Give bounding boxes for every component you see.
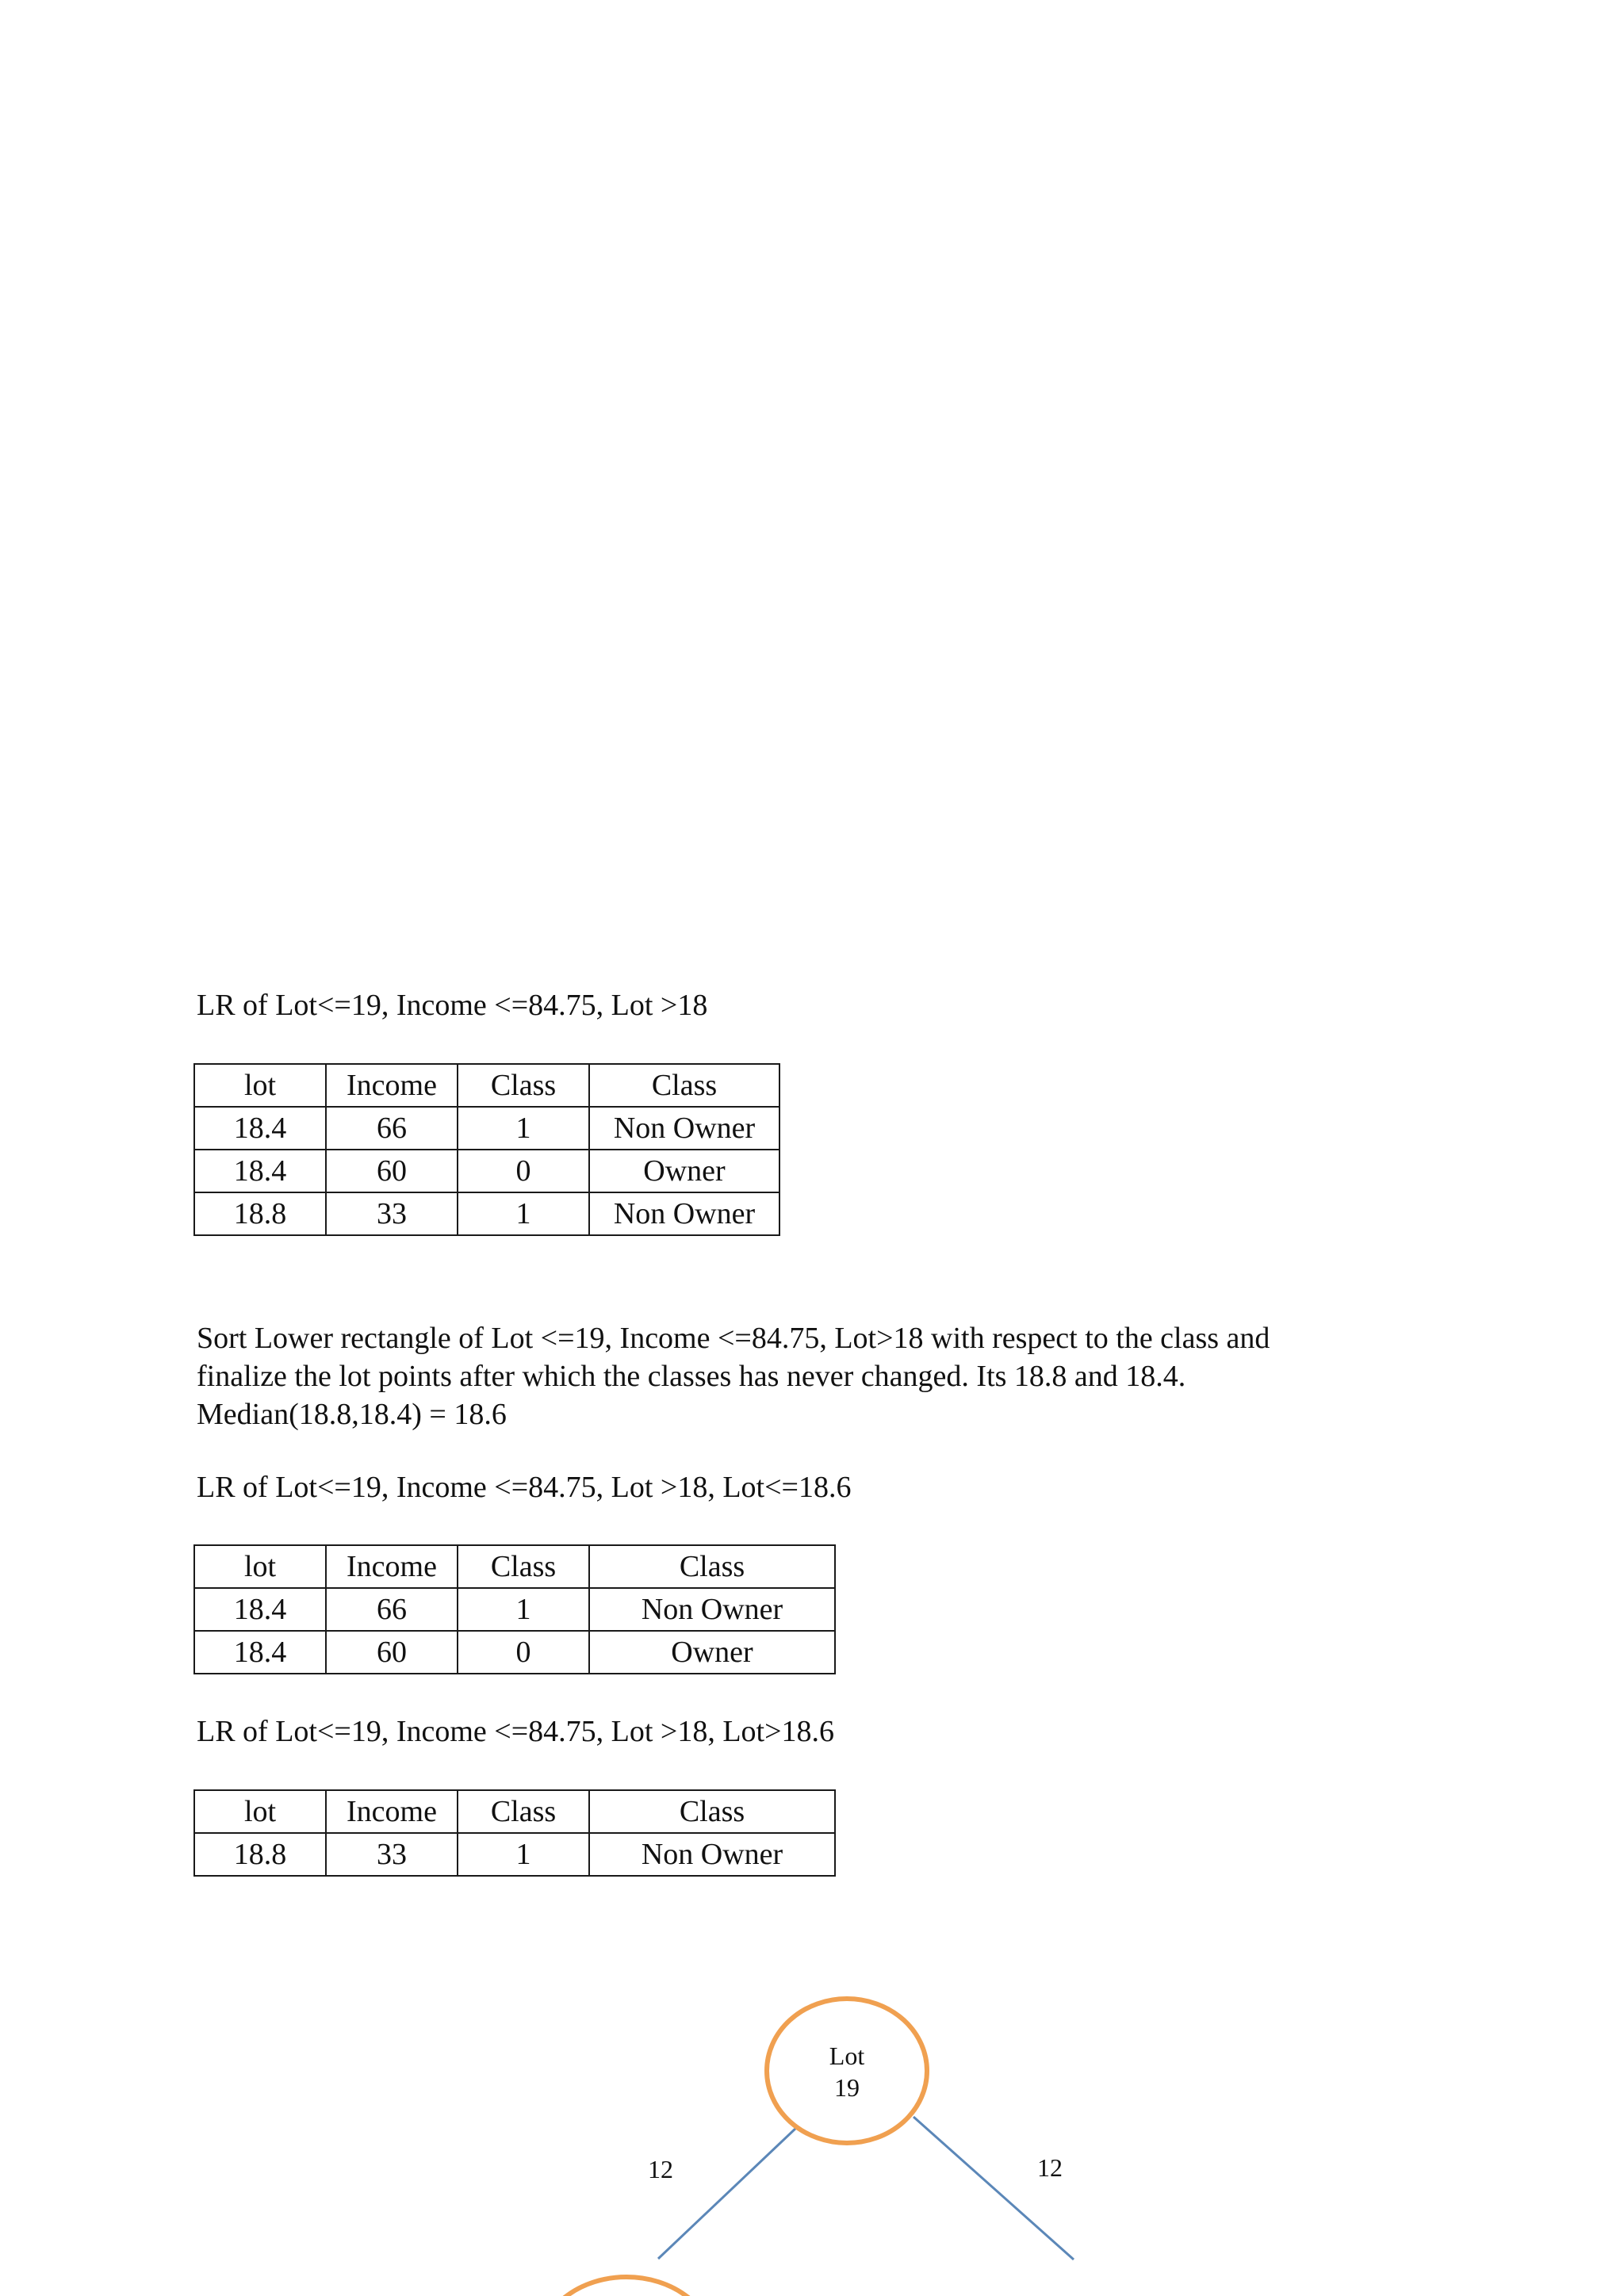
cell-class-code: 0 <box>458 1150 589 1192</box>
table-header-row <box>194 1790 835 1833</box>
cell-class-code: 1 <box>458 1107 589 1150</box>
cell-class-label: Non Owner <box>589 1192 779 1235</box>
header-income: Income <box>326 1545 458 1588</box>
cell-class-code: 1 <box>458 1588 589 1631</box>
cell-lot: 18.4 <box>194 1631 326 1674</box>
header-class-code: Class <box>458 1545 589 1588</box>
paragraph-line: Median(18.8,18.4) = 18.6 <box>197 1398 507 1431</box>
cell-income: 33 <box>326 1833 458 1876</box>
cell-income: 66 <box>326 1588 458 1631</box>
paragraph-line: Sort Lower rectangle of Lot <=19, Income <=84.75, Lot>18 with respect to the class and <box>197 1322 1270 1355</box>
cell-class-code: 1 <box>458 1833 589 1876</box>
cell-class-label: Non Owner <box>589 1107 779 1150</box>
table-row <box>194 1107 779 1150</box>
cell-class-code: 0 <box>458 1631 589 1674</box>
header-class-label: Class <box>589 1064 779 1107</box>
cell-lot: 18.8 <box>194 1833 326 1876</box>
header-class-code: Class <box>458 1790 589 1833</box>
table-row <box>194 1631 835 1674</box>
root-node-value: 19 <box>834 2073 860 2102</box>
cell-income: 33 <box>326 1192 458 1235</box>
header-lot: lot <box>194 1064 326 1107</box>
header-lot: lot <box>194 1545 326 1588</box>
root-node <box>767 1999 927 2143</box>
right-edge-label: 12 <box>1037 2153 1063 2182</box>
cell-class-code: 1 <box>458 1192 589 1235</box>
left-edge-label: 12 <box>648 2155 673 2183</box>
table-row <box>194 1192 779 1235</box>
cell-class-label: Non Owner <box>589 1588 835 1631</box>
table-row <box>194 1588 835 1631</box>
header-class-label: Class <box>589 1790 835 1833</box>
header-lot: lot <box>194 1790 326 1833</box>
cell-lot: 18.4 <box>194 1107 326 1150</box>
right-edge <box>914 2117 1074 2260</box>
section3-heading: LR of Lot<=19, Income <=84.75, Lot >18, Lot>18.6 <box>197 1715 835 1748</box>
header-income: Income <box>326 1790 458 1833</box>
header-income: Income <box>326 1064 458 1107</box>
decision-tree-diagram <box>0 1950 1624 2296</box>
header-class-code: Class <box>458 1064 589 1107</box>
cell-class-label: Non Owner <box>589 1833 835 1876</box>
section2-heading: LR of Lot<=19, Income <=84.75, Lot >18, Lot<=18.6 <box>197 1471 852 1504</box>
cell-lot: 18.8 <box>194 1192 326 1235</box>
root-node-label: Lot <box>829 2042 865 2070</box>
cell-class-label: Owner <box>589 1150 779 1192</box>
cell-income: 66 <box>326 1107 458 1150</box>
paragraph-line: finalize the lot points after which the classes has never changed. Its 18.8 and 18.4. <box>197 1360 1186 1393</box>
cell-class-label: Owner <box>589 1631 835 1674</box>
cell-lot: 18.4 <box>194 1150 326 1192</box>
table-lr-lot-gt-18-6 <box>193 1789 836 1877</box>
left-edge <box>658 2128 796 2259</box>
header-class-label: Class <box>589 1545 835 1588</box>
cell-income: 60 <box>326 1150 458 1192</box>
table-lr-lot-le-18-6 <box>193 1544 836 1674</box>
table-header-row <box>194 1064 779 1107</box>
explanation-paragraph <box>197 1319 1270 1433</box>
table-row <box>194 1150 779 1192</box>
table-row <box>194 1833 835 1876</box>
cell-income: 60 <box>326 1631 458 1674</box>
table-header-row <box>194 1545 835 1588</box>
left-child-node <box>539 2277 714 2296</box>
section1-heading: LR of Lot<=19, Income <=84.75, Lot >18 <box>197 989 708 1022</box>
cell-lot: 18.4 <box>194 1588 326 1631</box>
table-lr-lot-le-19 <box>193 1063 780 1236</box>
